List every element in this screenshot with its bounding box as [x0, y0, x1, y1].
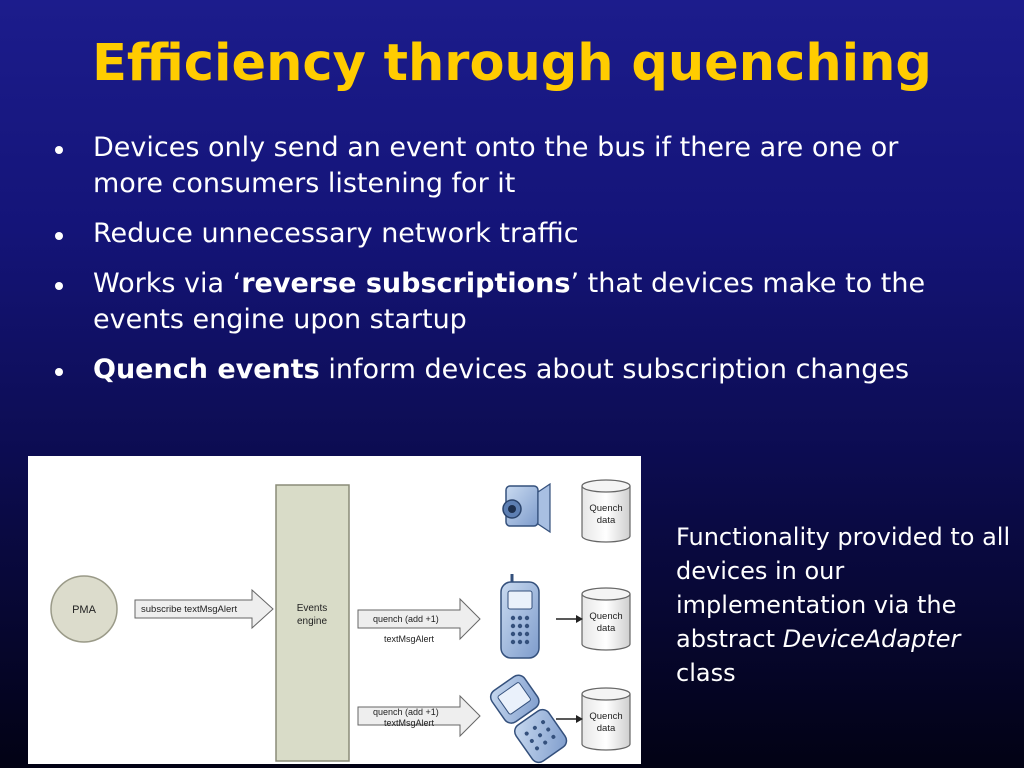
bullet-text: Reduce unnecessary network traffic [93, 218, 579, 249]
bullet-bold-text: Quench events [93, 354, 320, 385]
db-label-line2: data [596, 623, 616, 634]
bullet-dot [55, 146, 63, 154]
bullet-text-suffix: ’ that devices make to the events engine upon startup [93, 268, 926, 335]
bullet-dot [55, 368, 63, 376]
subscribe-arrow [135, 590, 273, 628]
db-label-line2: data [596, 515, 616, 526]
quench-diagram [28, 456, 641, 764]
bullet-bold-text: reverse subscriptions [241, 268, 571, 299]
db-label-line2: data [596, 723, 616, 734]
mobile-phone-icon [501, 574, 539, 658]
side-note-text: Functionality provided to all devices in our implementation via the abstract [676, 523, 1011, 653]
bullet-text-suffix: inform devices about subscription changes [319, 354, 910, 385]
bullet-item [55, 266, 975, 338]
events-engine-box [276, 485, 349, 761]
quench-event-label: textMsgAlert [384, 634, 435, 644]
bullet-item [55, 352, 975, 388]
device-to-data-arrow [556, 615, 583, 623]
side-note-suffix: class [676, 659, 736, 687]
quench-data-store [582, 588, 630, 650]
db-label-line1: Quench [589, 611, 623, 622]
bullet-dot [55, 282, 63, 290]
slide-title: Efficiency through quenching [92, 34, 932, 93]
bullet-text: Works via ‘ [93, 268, 242, 299]
side-note-class-name: DeviceAdapter [782, 625, 961, 653]
engine-label-line2: engine [296, 616, 328, 627]
device-to-data-arrow [556, 715, 583, 723]
quench-event-label: textMsgAlert [384, 718, 435, 728]
db-label-line1: Quench [589, 711, 623, 722]
bullet-list [55, 130, 975, 402]
quench-data-store [582, 688, 630, 750]
bullet-item [55, 130, 975, 202]
db-label-line1: Quench [589, 503, 623, 514]
pma-node [51, 576, 117, 642]
flip-phone-icon [488, 672, 570, 764]
quench-arrow [358, 696, 480, 736]
camcorder-icon [503, 484, 550, 532]
side-note [676, 520, 1011, 690]
pma-label: PMA [72, 604, 96, 616]
subscribe-label: subscribe textMsgAlert [141, 604, 238, 615]
bullet-item [55, 216, 975, 252]
quench-arrow [358, 599, 480, 644]
engine-label-line1: Events [296, 603, 328, 614]
quench-label: quench (add +1) [373, 707, 439, 717]
quench-label: quench (add +1) [373, 614, 439, 624]
quench-data-store [582, 480, 630, 542]
bullet-dot [55, 232, 63, 240]
bullet-text: Devices only send an event onto the bus if there are one or more consumers listening for it [93, 132, 899, 199]
